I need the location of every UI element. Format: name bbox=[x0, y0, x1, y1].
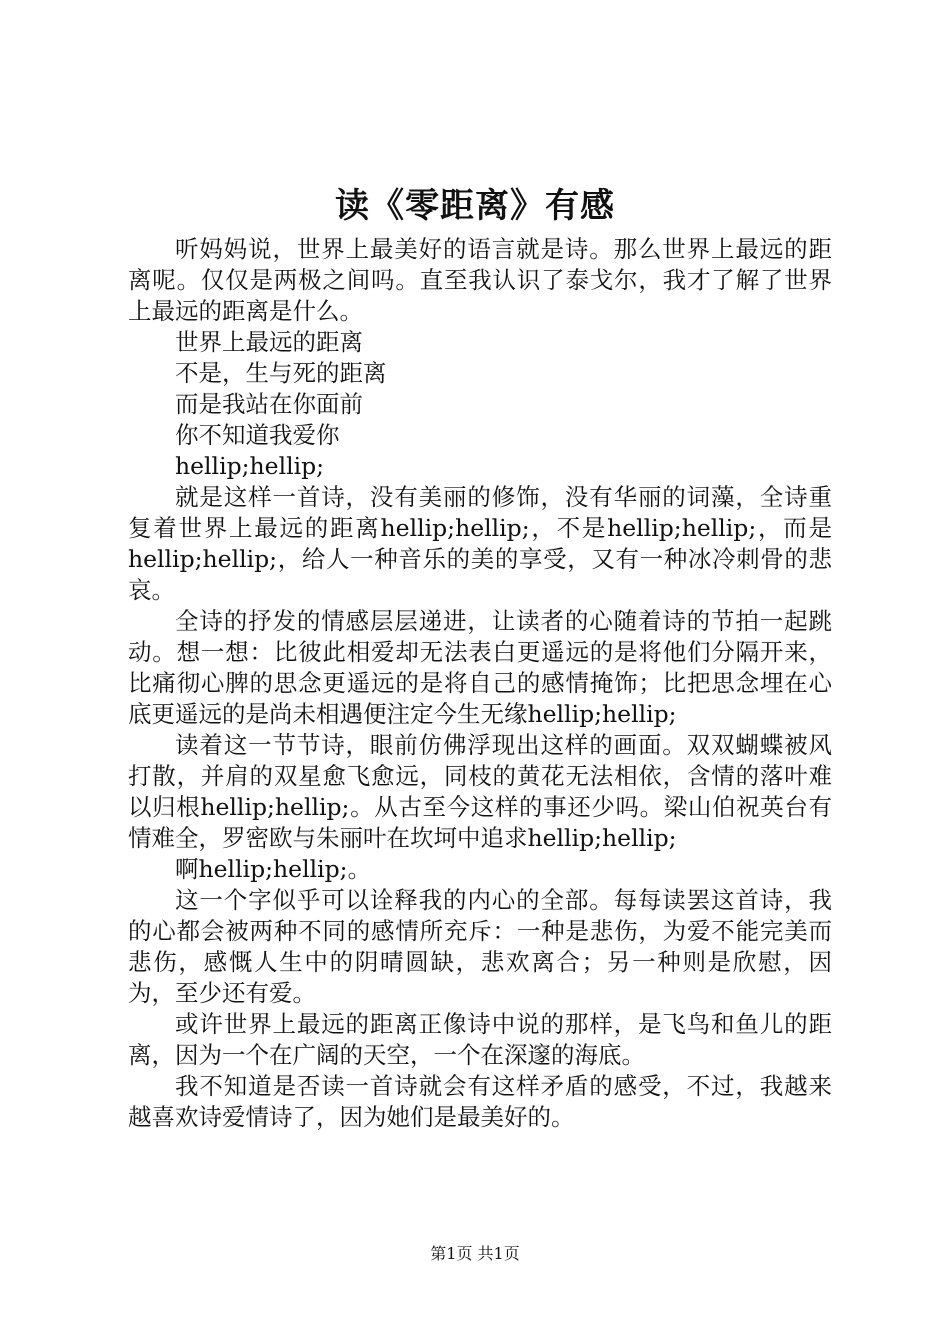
document-title: 读《零距离》有感 bbox=[335, 186, 615, 226]
document-body bbox=[128, 234, 832, 1133]
poem-line: 不是，生与死的距离 bbox=[175, 359, 387, 387]
paragraph: 啊hellip;hellip;。 bbox=[175, 855, 372, 883]
paragraph: 这一个字似乎可以诠释我的内心的全部。每每读罢这首诗，我的心都会被两种不同的感情所充斥：一种是悲伤，为爱不能完美而悲伤，感慨人生中的阴晴圆缺，悲欢离合；另一种则是欣慰，因为，至少还有爱。 bbox=[128, 886, 832, 1007]
page-footer: 第1页 共1页 bbox=[430, 1244, 520, 1263]
paragraph: 全诗的抒发的情感层层递进，让读者的心随着诗的节拍一起跳动。想一想：比彼此相爱却无法表白更遥远的是将他们分隔开来，比痛彻心脾的思念更遥远的是将自己的感情掩饰；比把思念埋在心底更遥远的是尚未相遇便注定今生无缘hellip;hellip; bbox=[128, 607, 832, 728]
poem-line: 世界上最远的距离 bbox=[175, 328, 363, 356]
paragraph-closing: 我不知道是否读一首诗就会有这样矛盾的感受，不过，我越来越喜欢诗爱情诗了，因为她们是最美好的。 bbox=[128, 1072, 832, 1131]
poem-ellipsis: hellip;hellip; bbox=[175, 452, 325, 480]
poem-line: 而是我站在你面前 bbox=[175, 390, 363, 418]
paragraph-intro: 听妈妈说，世界上最美好的语言就是诗。那么世界上最远的距离呢。仅仅是两极之间吗。直至我认识了泰戈尔，我才了解了世界上最远的距离是什么。 bbox=[128, 235, 832, 325]
poem-line: 你不知道我爱你 bbox=[175, 421, 340, 449]
paragraph: 读着这一节节诗，眼前仿佛浮现出这样的画面。双双蝴蝶被风打散，并肩的双星愈飞愈远，同枝的黄花无法相依，含情的落叶难以归根hellip;hellip;。从古至今这样的事还少吗。梁山伯祝英台有情难全，罗密欧与朱丽叶在坎坷中追求hellip;hellip; bbox=[128, 731, 832, 852]
paragraph: 就是这样一首诗，没有美丽的修饰，没有华丽的词藻，全诗重复着世界上最远的距离hellip;hellip;，不是hellip;hellip;，而是hellip;hellip;，给人一种音乐的美的享受，又有一种冰冷刺骨的悲哀。 bbox=[128, 483, 832, 604]
paragraph: 或许世界上最远的距离正像诗中说的那样，是飞鸟和鱼儿的距离，因为一个在广阔的天空，一个在深邃的海底。 bbox=[128, 1010, 832, 1069]
